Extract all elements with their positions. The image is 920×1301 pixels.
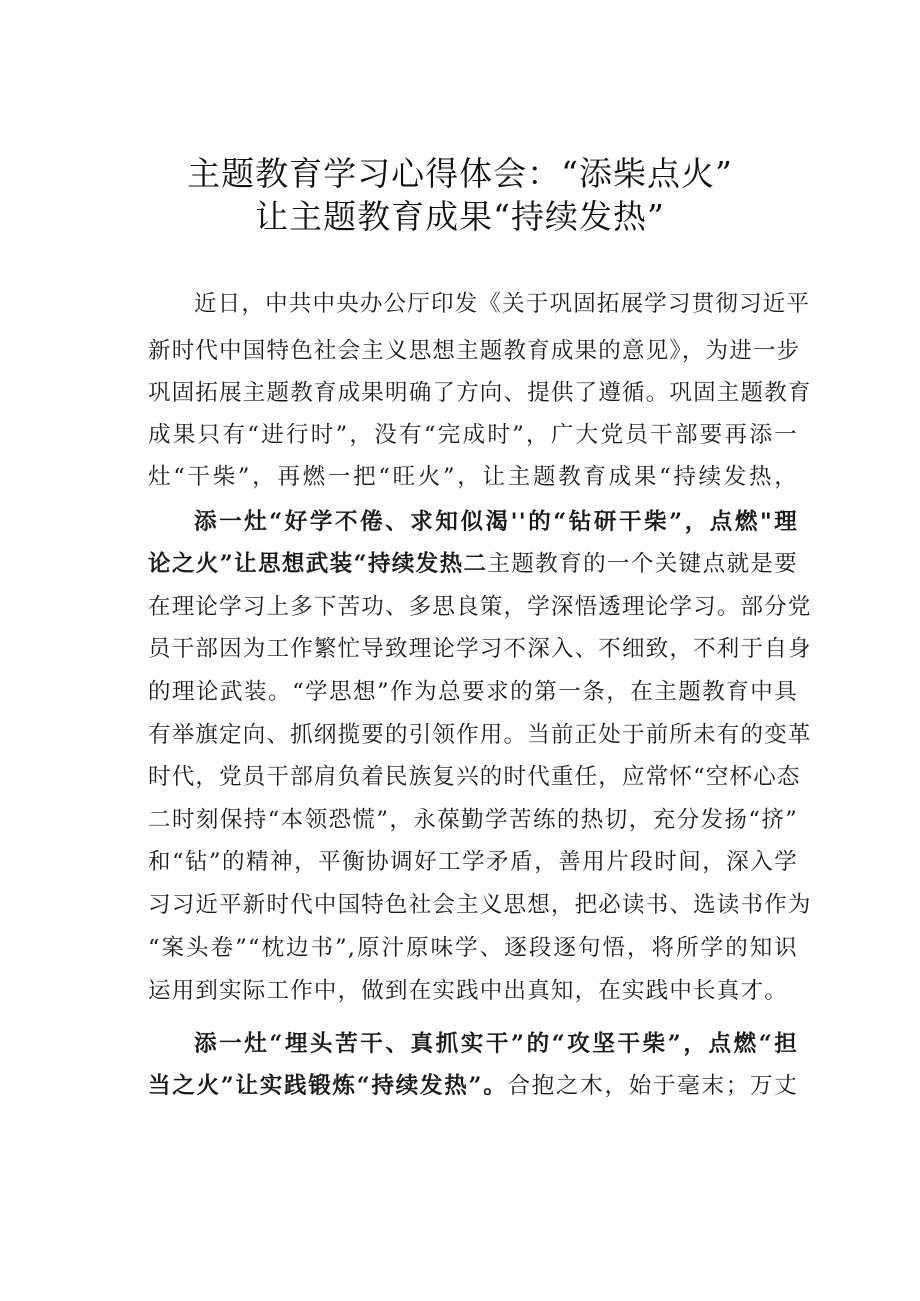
paragraph-2-line-11: “案头卷”“枕边书”,原汁原味学、逐段逐句悟，将所学的知识: [148, 935, 798, 961]
document-title-line-2: 让主题教育成果“持续发热”: [255, 197, 665, 236]
paragraph-2-line-8: 二时刻保持“本领恐慌”，永葆勤学苦练的热切，充分发扬“挤”: [148, 807, 798, 833]
paragraph-2-line-9: 和“钻”的精神，平衡协调好工学矛盾，善用片段时间，深入学: [148, 849, 798, 875]
paragraph-3-heading-line-2: 当之火”让实践锻炼“持续发热”。: [148, 1073, 508, 1099]
paragraph-2-line-12: 运用到实际工作中，做到在实践中出真知，在实践中长真才。: [148, 978, 788, 1004]
document-title-line-1: 主题教育学习心得体会：“添柴点火”: [187, 154, 733, 193]
paragraph-2-line-3: 在理论学习上多下苦功、多思良策，学深悟透理论学习。部分党: [148, 594, 812, 620]
paragraph-3-line-2: [148, 1071, 798, 1101]
paragraph-2-line-4: 员干部因为工作繁忙导致理论学习不深入、不细致，不利于自身: [148, 636, 812, 662]
paragraph-1-line-3: 巩固拓展主题教育成果明确了方向、提供了遵循。巩固主题教育: [148, 380, 812, 406]
paragraph-2-line-2-text: 主题教育的一个关键点就是要: [487, 551, 798, 577]
paragraph-2-line-10: 习习近平新时代中国特色社会主义思想，把必读书、选读书作为: [148, 892, 812, 918]
paragraph-3-line-2-text: 合抱之木，始于毫末；万丈: [507, 1073, 798, 1099]
paragraph-3-heading-line-1: 添一灶“埋头苦干、真抓实干”的“攻坚干柴”，点燃“担: [194, 1031, 798, 1057]
paragraph-1-line-4: 成果只有“进行时”，没有“完成时”，广大党员干部要再添一: [148, 422, 798, 448]
paragraph-2-heading-line-2: 论之火”让思想武装“持续发热二: [148, 551, 488, 577]
paragraph-2-line-7: 时代，党员干部肩负着民族复兴的时代重任，应常怀“空杯心态: [148, 764, 801, 790]
paragraph-2-line-5: 的理论武装。“学思想”作为总要求的第一条，在主题教育中具: [148, 679, 798, 705]
paragraph-1-line-1: 近日，中共中央办公厅印发《关于巩固拓展学习贯彻习近平: [194, 291, 811, 317]
paragraph-1-line-2: 新时代中国特色社会主义思想主题教育成果的意见》，为进一步: [148, 338, 801, 364]
paragraph-2-line-6: 有举旗定向、抓纲揽要的引领作用。当前正处于前所未有的变革: [148, 722, 812, 748]
paragraph-1-line-5: 灶“干柴”，再燃一把“旺火”，让主题教育成果“持续发热，: [148, 464, 798, 490]
paragraph-2-line-2: [148, 549, 798, 579]
paragraph-2-heading-line-1: 添一灶“好学不倦、求知似渴''的“钻研干柴”，点燃"理: [194, 509, 798, 535]
